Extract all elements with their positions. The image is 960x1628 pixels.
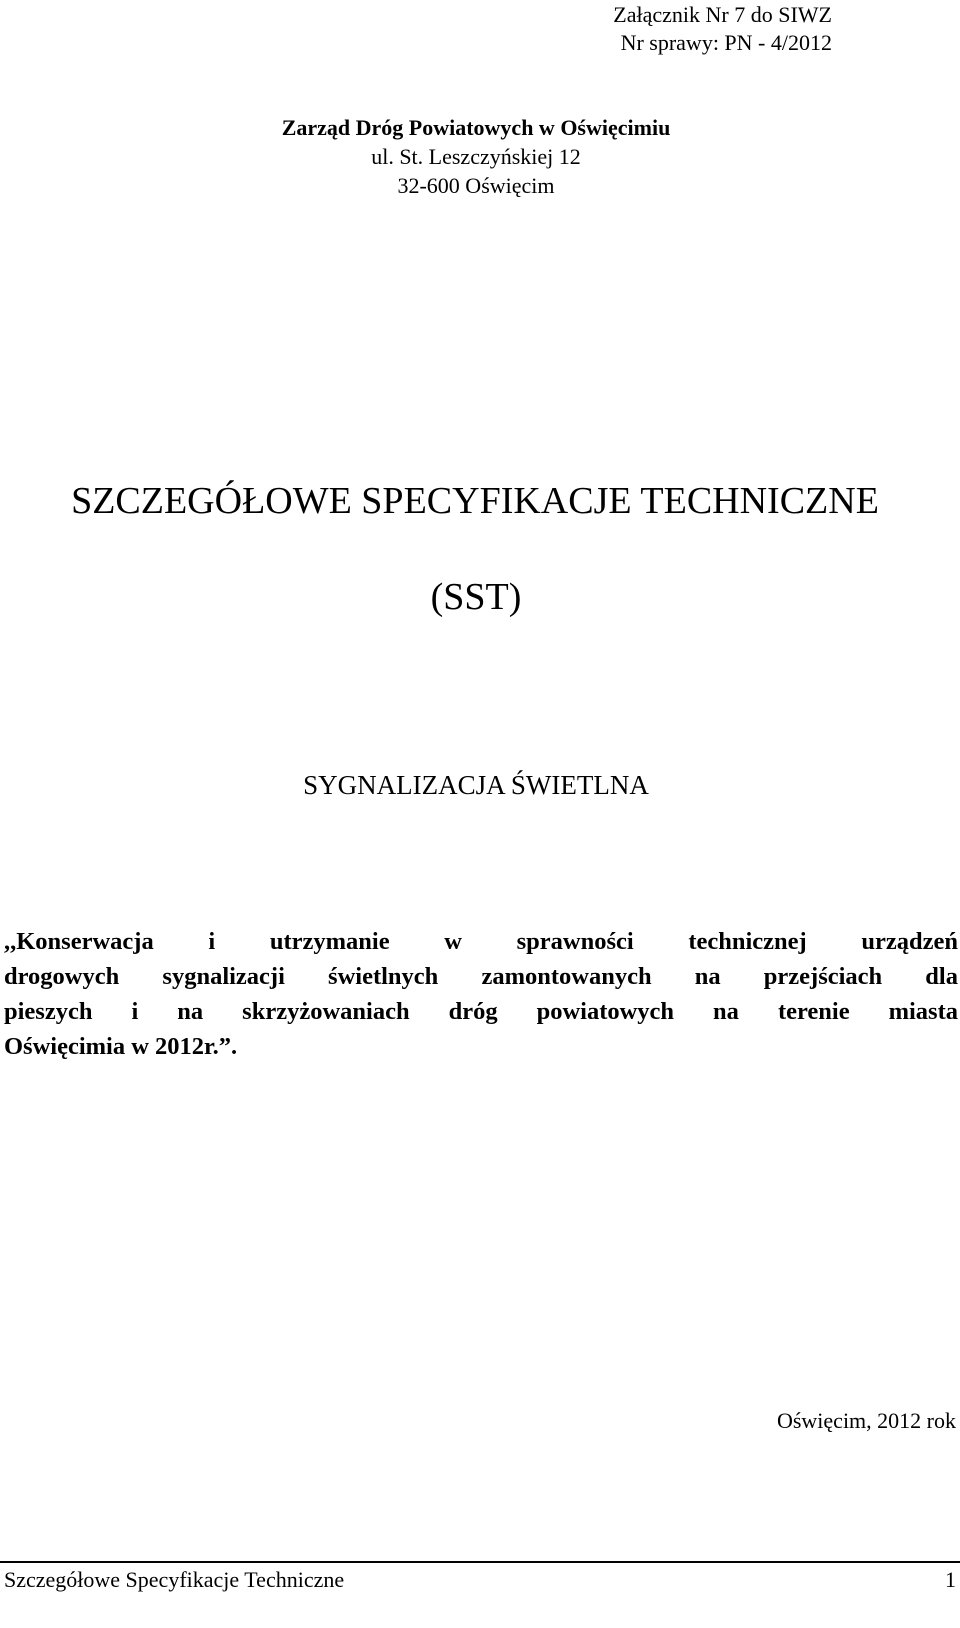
place-date: Oświęcim, 2012 rok xyxy=(776,1408,956,1433)
footer-title: Szczegółowe Specyfikacje Techniczne xyxy=(4,1567,345,1592)
annex-label: Załącznik Nr 7 do SIWZ xyxy=(613,2,832,27)
task-description-line: pieszych i na skrzyżowaniach dróg powiatowych na terenie miasta xyxy=(4,998,958,1025)
footer-page-number: 1 xyxy=(945,1567,956,1592)
document-subject: SYGNALIZACJA ŚWIETLNA xyxy=(303,770,649,800)
case-number: Nr sprawy: PN - 4/2012 xyxy=(620,30,832,55)
organization-name: Zarząd Dróg Powiatowych w Oświęcimiu xyxy=(281,115,671,140)
footer-divider xyxy=(0,1561,960,1563)
task-description xyxy=(4,924,958,1064)
task-description-line: drogowych sygnalizacji świetlnych zamontowanych na przejściach dla xyxy=(4,963,958,990)
organization-street: ul. St. Leszczyńskiej 12 xyxy=(371,144,581,169)
task-description-line: Oświęcimia w 2012r.”. xyxy=(4,1033,238,1060)
organization-city: 32-600 Oświęcim xyxy=(397,173,555,198)
document-abbreviation: (SST) xyxy=(430,576,522,618)
task-description-line: ,,Konserwacja i utrzymanie w sprawności technicznej urządzeń xyxy=(4,928,958,955)
document-title: SZCZEGÓŁOWE SPECYFIKACJE TECHNICZNE xyxy=(71,480,879,522)
